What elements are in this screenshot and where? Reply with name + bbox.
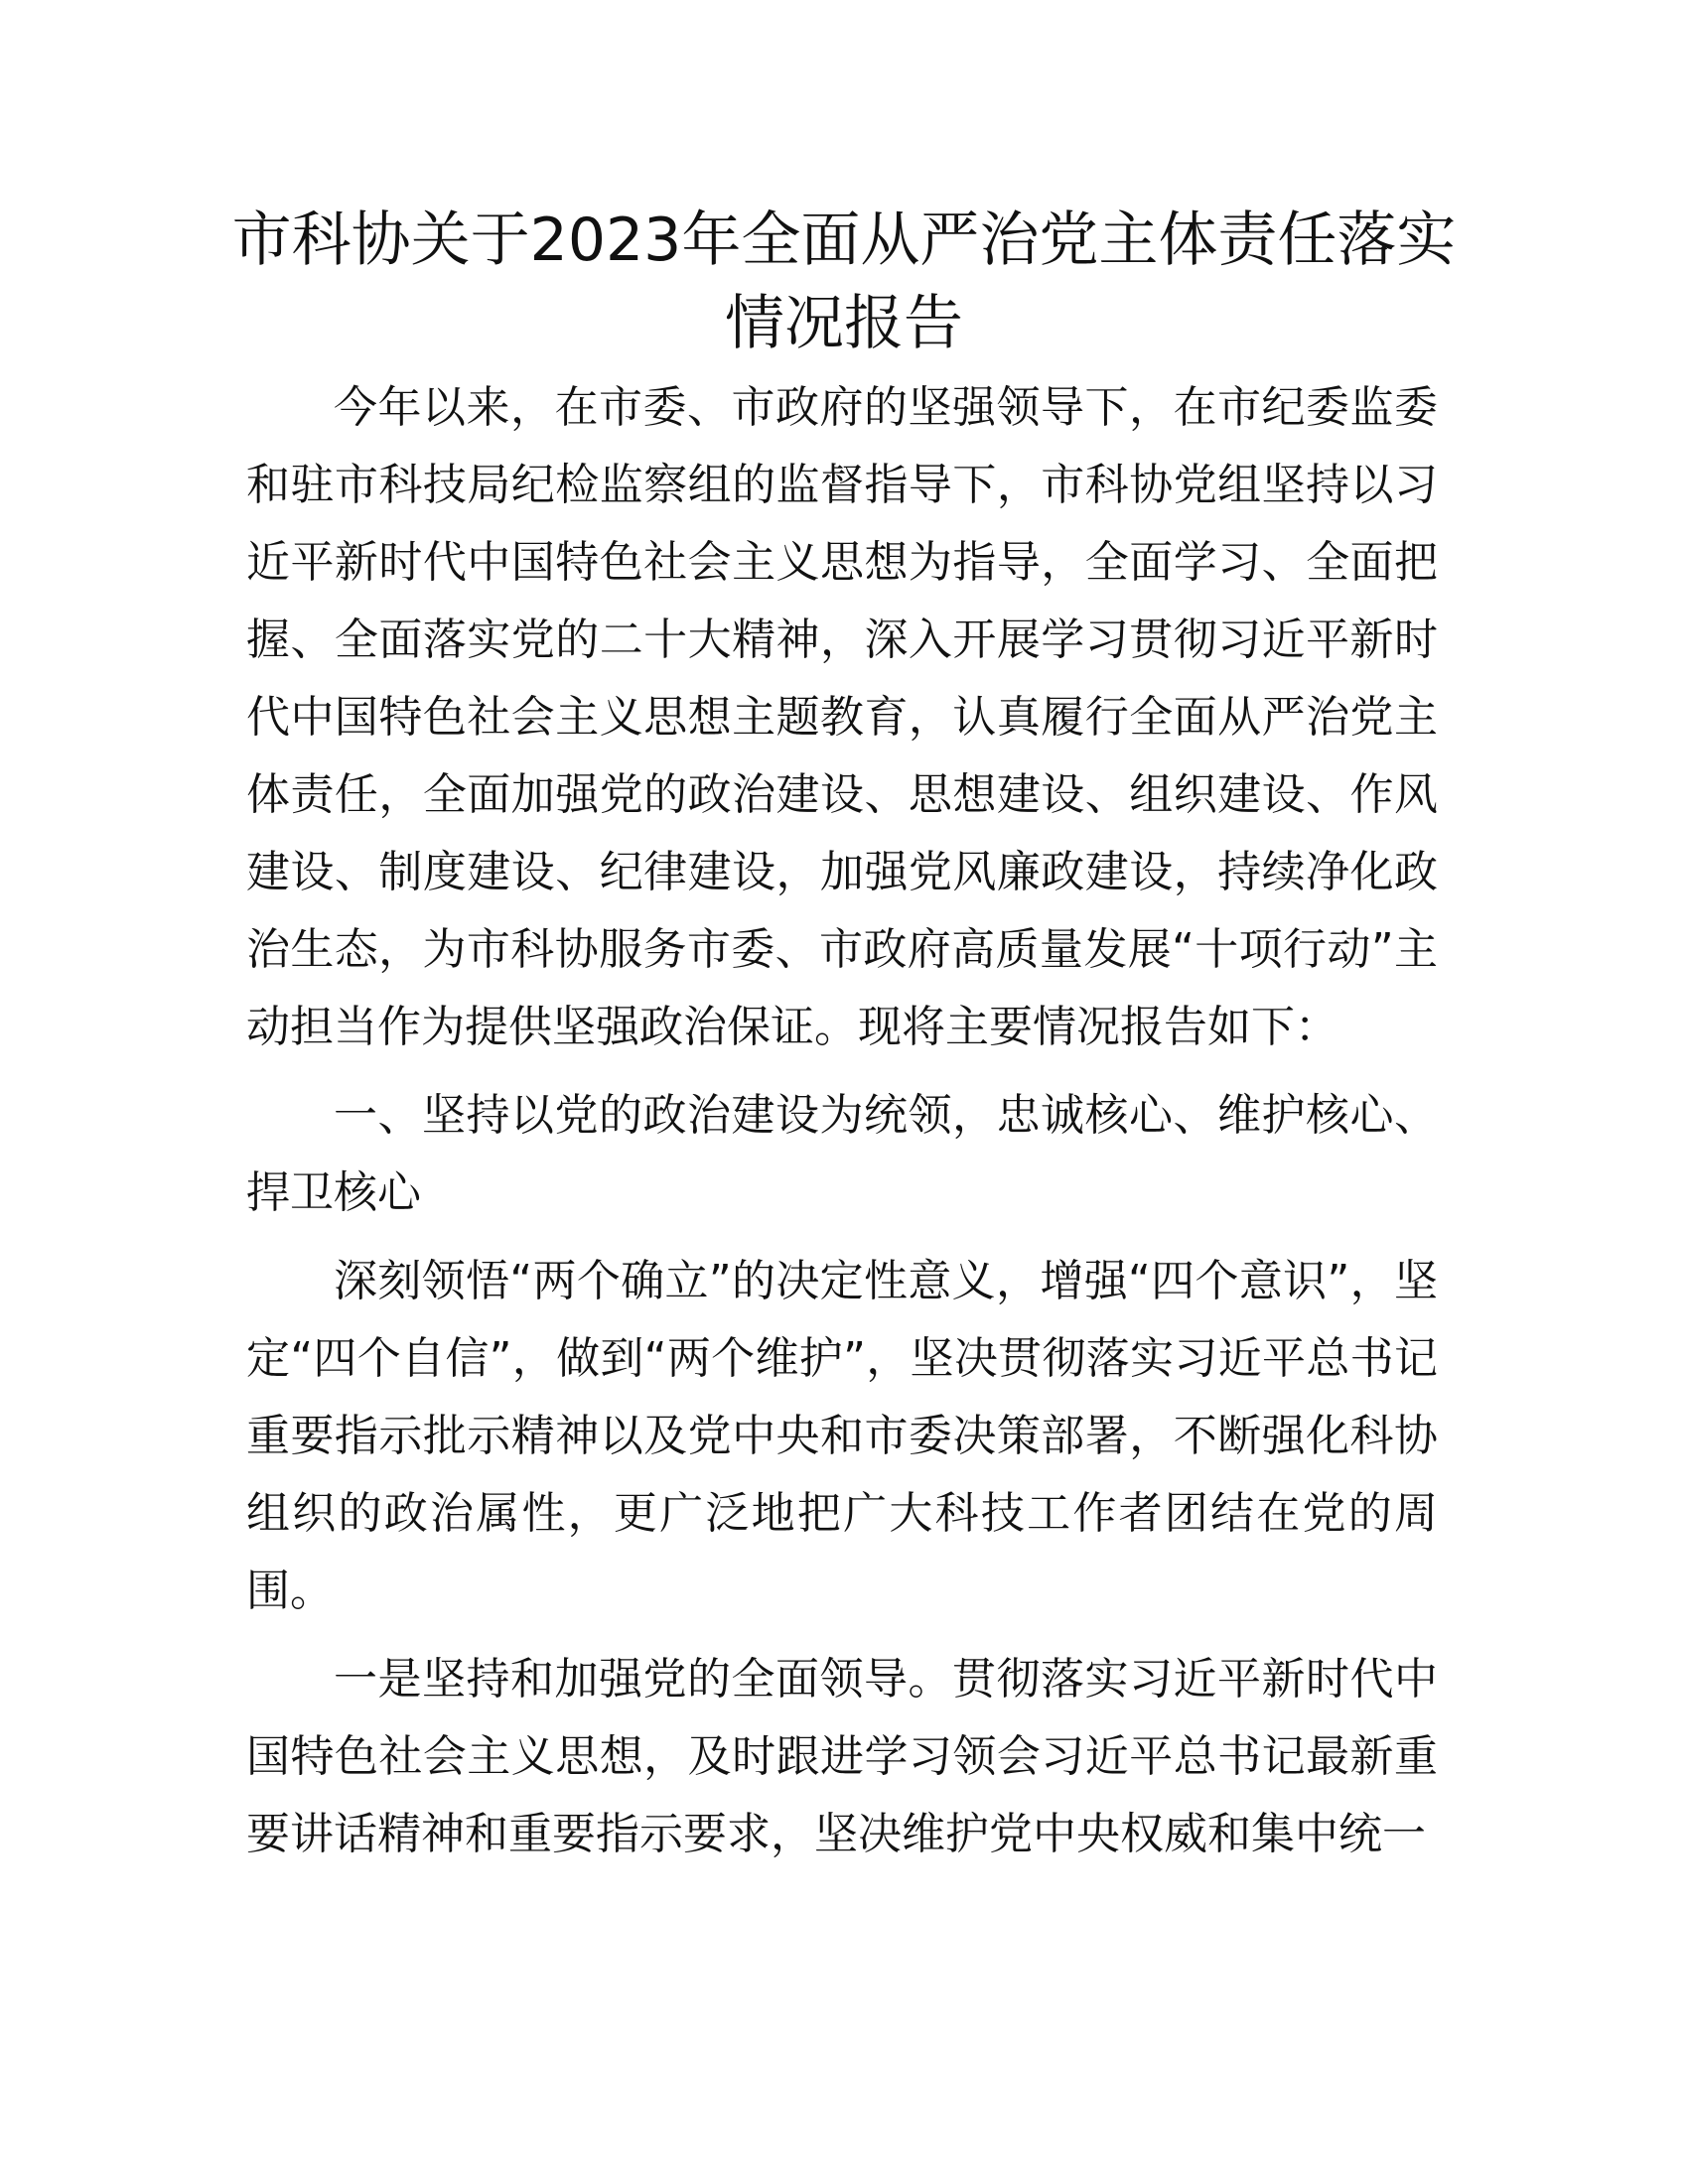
title-line-2: 情况报告 — [725, 289, 963, 358]
document-body — [246, 369, 1438, 1884]
section-heading-1: 一、坚持以党的政治建设为统领，忠诚核心、维护核心、捍卫核心 — [246, 1090, 1438, 1218]
title-line-1: 市科协关于2023年全面从严治党主体责任落实 — [231, 205, 1457, 275]
document-title — [199, 199, 1489, 365]
intro-paragraph: 今年以来，在市委、市政府的坚强领导下，在市纪委监委和驻市科技局纪检监察组的监督指导下，市科协党组坚持以习近平新时代中国特色社会主义思想为指导，全面学习、全面把握、全面落实党的二十大精神，深入开展学习贯彻习近平新时代中国特色社会主义思想主题教育，认真履行全面从严治党主体责任，全面加强党的政治建设、思想建设、组织建设、作风建设、制度建设、纪律建设，加强党风廉政建设，持续净化政治生态，为市科协服务市委、市政府高质量发展“十项行动”主动担当作为提供坚强政治保证。现将主要情况报告如下： — [246, 382, 1438, 1052]
section-paragraph: 深刻领悟“两个确立”的决定性意义，增强“四个意识”，坚定“四个自信”，做到“两个维护”，坚决贯彻落实习近平总书记重要指示批示精神以及党中央和市委决策部署，不断强化科协组织的政治属性，更广泛地把广大科技工作者团结在党的周围。 — [246, 1256, 1438, 1616]
point-paragraph: 一是坚持和加强党的全面领导。贯彻落实习近平新时代中国特色社会主义思想，及时跟进学习领会习近平总书记最新重要讲话精神和重要指示要求，坚决维护党中央权威和集中统一 — [246, 1654, 1438, 1859]
